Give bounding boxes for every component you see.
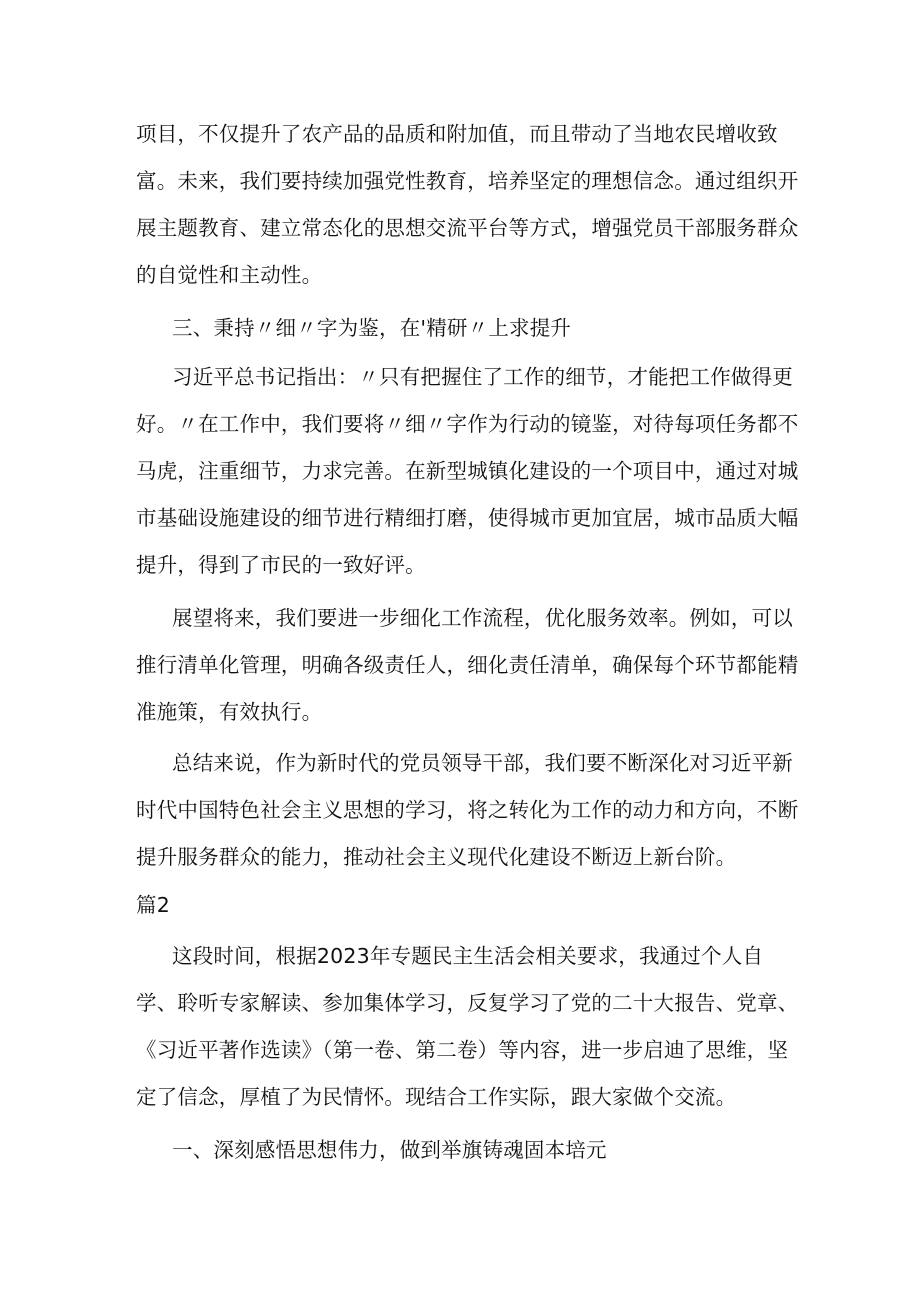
paragraph-line-6: 习近平总书记指出：〃只有把握住了工作的细节，才能把工作做得更 (172, 365, 793, 389)
paragraph-line-2: 富。未来，我们要持续加强党性教育，培养坚定的理想信念。通过组织开 (136, 169, 799, 193)
paragraph-line-19: 学、聆听专家解读、参加集体学习，反复学习了党的二十大报告、党章、 (136, 991, 799, 1015)
article-heading: 篇2 (136, 893, 170, 917)
paragraph-line-12: 推行清单化管理，明确各级责任人，细化责任清单，确保每个环节都能精 (136, 653, 799, 677)
paragraph-line-14: 总结来说，作为新时代的党员领导干部，我们要不断深化对习近平新 (172, 751, 793, 775)
paragraph-line-8: 马虎，注重细节，力求完善。在新型城镇化建设的一个项目中，通过对城 (136, 459, 799, 483)
paragraph-line-7: 好。〃在工作中，我们要将〃细〃字作为行动的镜鉴，对待每项任务都不 (136, 412, 799, 436)
paragraph-line-16: 提升服务群众的能力，推动社会主义现代化建设不断迈上新台阶。 (136, 845, 737, 869)
paragraph-line-9: 市基础设施建设的细节进行精细打磨，使得城市更加宜居，城市品质大幅 (136, 506, 799, 530)
paragraph-line-3: 展主题教育、建立常态化的思想交流平台等方式，增强党员干部服务群众 (136, 216, 799, 240)
paragraph-line-11: 展望将来，我们要进一步细化工作流程，优化服务效率。例如，可以 (172, 606, 793, 630)
paragraph-line-10: 提升，得到了市民的一致好评。 (136, 553, 426, 577)
paragraph-line-4: 的自觉性和主动性。 (136, 263, 323, 287)
paragraph-line-1: 项目，不仅提升了农产品的品质和附加值，而且带动了当地农民增收致 (136, 122, 778, 146)
paragraph-line-18: 这段时间，根据2023年专题民主生活会相关要求，我通过个人自 (172, 944, 764, 968)
paragraph-line-15: 时代中国特色社会主义思想的学习，将之转化为工作的动力和方向，不断 (136, 798, 799, 822)
paragraph-line-21: 定了信念，厚植了为民情怀。现结合工作实际，跟大家做个交流。 (136, 1085, 737, 1109)
paragraph-line-13: 准施策，有效执行。 (136, 700, 323, 724)
paragraph-line-20: 《习近平著作选读》（第一卷、第二卷）等内容，进一步启迪了思维，坚 (136, 1038, 789, 1062)
section-heading-3: 三、秉持〃细〃字为鉴，在'精研〃上求提升 (172, 316, 572, 340)
section-heading-1: 一、深刻感悟思想伟力，做到举旗铸魂固本培元 (172, 1138, 607, 1162)
